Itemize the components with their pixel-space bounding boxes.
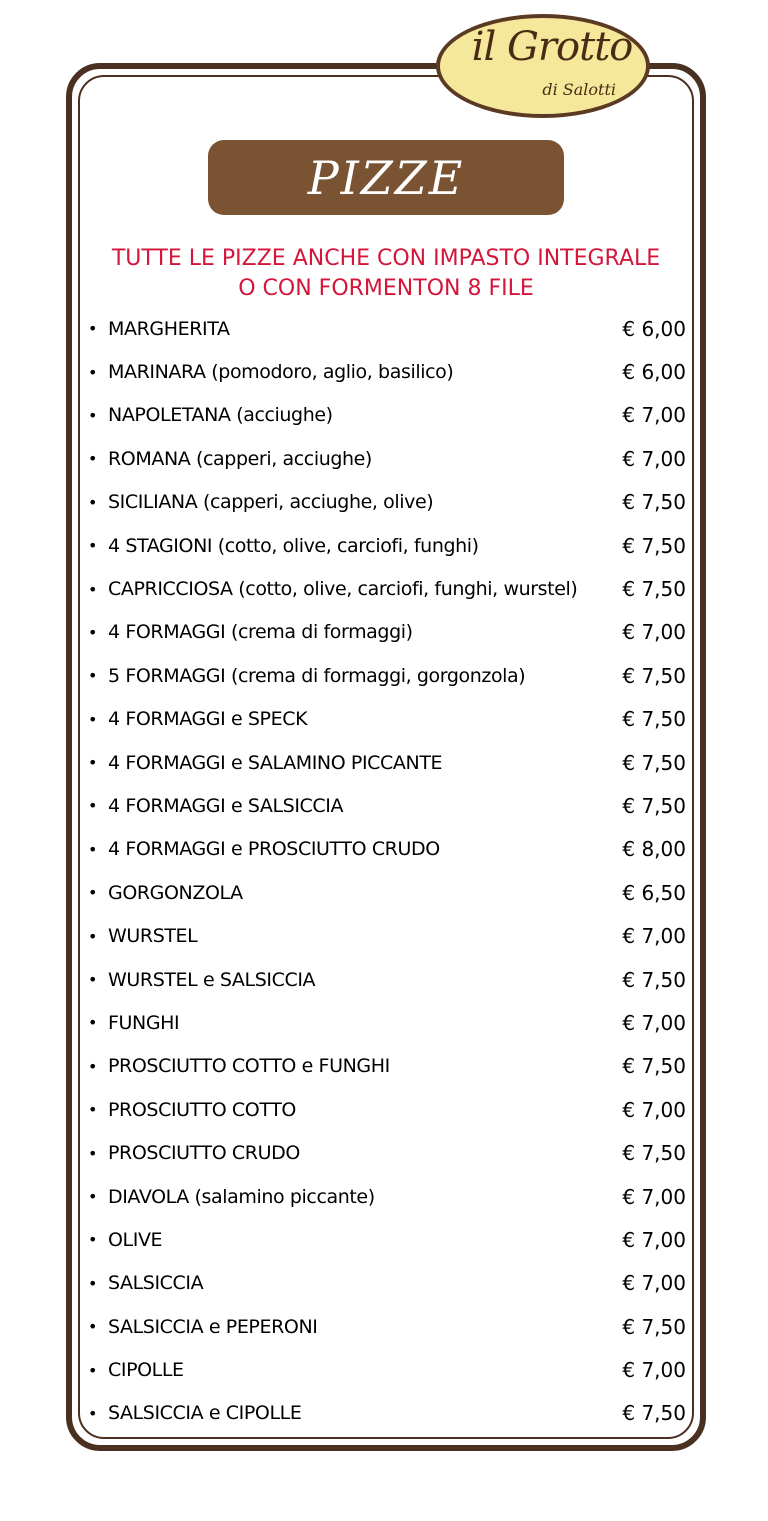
menu-item [88, 1045, 688, 1088]
pizza-price: € 8,00 [622, 837, 686, 862]
menu-item [88, 567, 688, 610]
bullet-icon: • [88, 1187, 98, 1206]
pizza-name: SALSICCIA e PEPERONI [108, 1315, 318, 1338]
pizza-name: 4 FORMAGGI e PROSCIUTTO CRUDO [108, 838, 440, 861]
menu-item [88, 958, 688, 1001]
pizza-price: € 6,50 [622, 880, 686, 905]
menu-item [88, 741, 688, 784]
logo-sub-text: di Salotti [542, 80, 616, 99]
pizza-name: SICILIANA (capperi, acciughe, olive) [108, 491, 434, 514]
menu-item [88, 654, 688, 697]
menu-item [88, 914, 688, 957]
menu-item [88, 611, 688, 654]
pizza-name: 4 FORMAGGI e SPECK [108, 708, 308, 731]
bullet-icon: • [88, 1100, 98, 1120]
pizza-price: € 7,00 [622, 1358, 686, 1383]
menu-item [88, 1305, 688, 1348]
pizza-price: € 7,00 [622, 1184, 686, 1209]
menu-item [88, 1218, 688, 1261]
menu-item [88, 828, 688, 871]
dough-notice [80, 244, 692, 304]
pizza-name: NAPOLETANA (acciughe) [108, 404, 333, 427]
bullet-icon: • [88, 1273, 98, 1293]
bullet-icon: • [88, 1317, 98, 1337]
menu-item [88, 481, 688, 524]
menu-item [88, 307, 688, 350]
menu-item [88, 698, 688, 741]
bullet-icon: • [88, 362, 98, 382]
bullet-icon: • [88, 449, 98, 469]
bullet-icon: • [88, 1013, 98, 1033]
bullet-icon: • [88, 709, 98, 729]
bullet-icon: • [88, 579, 98, 599]
pizza-price: € 7,00 [622, 924, 686, 949]
bullet-icon: • [88, 319, 98, 339]
section-title: PIZZE [307, 150, 465, 205]
bullet-icon: • [88, 839, 98, 859]
menu-item [88, 1088, 688, 1131]
bullet-icon: • [88, 1056, 98, 1076]
pizza-price: € 7,50 [622, 750, 686, 775]
bullet-icon: • [88, 1230, 98, 1250]
section-banner [208, 140, 564, 215]
pizza-name: SALSICCIA [108, 1272, 204, 1295]
logo-main-text: il Grotto [471, 24, 633, 70]
bullet-icon: • [88, 405, 98, 425]
bullet-icon: • [88, 926, 98, 946]
pizza-name: 4 FORMAGGI e SALAMINO PICCANTE [108, 751, 443, 774]
pizza-menu-list [88, 307, 688, 1435]
menu-item [88, 1175, 688, 1218]
pizza-name: MARINARA (pomodoro, aglio, basilico) [108, 361, 454, 384]
pizza-name: DIAVOLA (salamino piccante) [108, 1185, 375, 1208]
bullet-icon: • [88, 753, 98, 773]
pizza-name: PROSCIUTTO CRUDO [108, 1142, 300, 1165]
notice-line-1: TUTTE LE PIZZE ANCHE CON IMPASTO INTEGRALE [111, 246, 661, 271]
menu-item [88, 350, 688, 393]
bullet-icon: • [88, 1403, 98, 1423]
pizza-price: € 7,00 [622, 1227, 686, 1252]
pizza-price: € 7,50 [622, 1314, 686, 1339]
menu-item [88, 524, 688, 567]
menu-item [88, 437, 688, 480]
pizza-name: CAPRICCIOSA (cotto, olive, carciofi, funghi, wurstel) [108, 578, 578, 601]
pizza-price: € 7,00 [622, 1097, 686, 1122]
menu-item [88, 1348, 688, 1391]
restaurant-logo [436, 14, 650, 118]
pizza-price: € 7,50 [622, 793, 686, 818]
pizza-name: WURSTEL [108, 925, 198, 948]
pizza-name: 4 FORMAGGI e SALSICCIA [108, 794, 344, 817]
menu-item [88, 1392, 688, 1435]
pizza-price: € 7,50 [622, 1401, 686, 1426]
pizza-name: SALSICCIA e CIPOLLE [108, 1402, 302, 1425]
bullet-icon: • [88, 536, 98, 556]
pizza-price: € 7,00 [622, 403, 686, 428]
bullet-icon: • [88, 666, 98, 686]
bullet-icon: • [88, 796, 98, 816]
bullet-icon: • [88, 1143, 98, 1163]
pizza-name: 5 FORMAGGI (crema di formaggi, gorgonzola) [108, 664, 526, 687]
pizza-price: € 7,50 [622, 577, 686, 602]
pizza-name: 4 STAGIONI (cotto, olive, carciofi, funghi) [108, 534, 479, 557]
pizza-price: € 7,00 [622, 620, 686, 645]
notice-line-2: O CON FORMENTON 8 FILE [238, 276, 534, 301]
bullet-icon: • [88, 1360, 98, 1380]
pizza-price: € 7,00 [622, 1010, 686, 1035]
pizza-price: € 7,50 [622, 967, 686, 992]
bullet-icon: • [88, 622, 98, 642]
menu-item [88, 1131, 688, 1174]
pizza-name: ROMANA (capperi, acciughe) [108, 447, 372, 470]
pizza-name: 4 FORMAGGI (crema di formaggi) [108, 621, 413, 644]
pizza-name: WURSTEL e SALSICCIA [108, 968, 316, 991]
pizza-price: € 7,50 [622, 1054, 686, 1079]
pizza-name: PROSCIUTTO COTTO e FUNGHI [108, 1055, 390, 1078]
pizza-price: € 7,50 [622, 663, 686, 688]
menu-item [88, 871, 688, 914]
bullet-icon: • [88, 492, 98, 512]
pizza-price: € 7,50 [622, 490, 686, 515]
menu-item [88, 1001, 688, 1044]
pizza-name: MARGHERITA [108, 317, 230, 340]
bullet-icon: • [88, 970, 98, 990]
pizza-price: € 6,00 [622, 360, 686, 385]
pizza-price: € 6,00 [622, 316, 686, 341]
bullet-icon: • [88, 883, 98, 903]
pizza-name: OLIVE [108, 1228, 163, 1251]
pizza-name: GORGONZOLA [108, 881, 243, 904]
pizza-price: € 7,50 [622, 533, 686, 558]
pizza-name: CIPOLLE [108, 1359, 184, 1382]
pizza-name: PROSCIUTTO COTTO [108, 1098, 296, 1121]
pizza-name: FUNGHI [108, 1011, 180, 1034]
menu-item [88, 1262, 688, 1305]
menu-item [88, 394, 688, 437]
pizza-price: € 7,00 [622, 1271, 686, 1296]
pizza-price: € 7,50 [622, 1141, 686, 1166]
pizza-price: € 7,00 [622, 446, 686, 471]
menu-item [88, 784, 688, 827]
pizza-price: € 7,50 [622, 707, 686, 732]
